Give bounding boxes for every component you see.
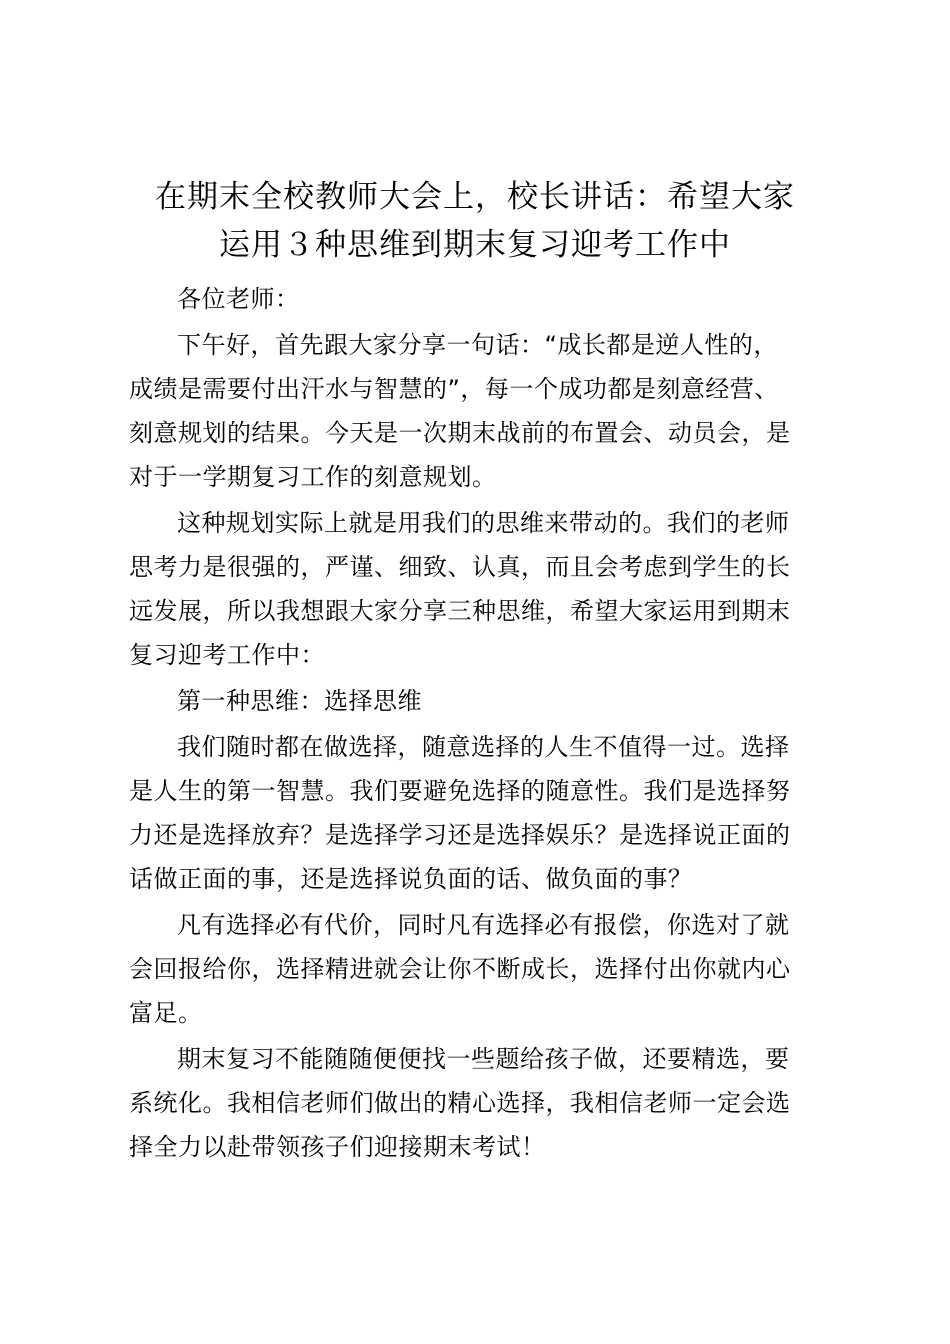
text-line: 是人生的第一智慧。我们要避免选择的随意性。我们是选择努 — [129, 777, 791, 805]
paragraph-planning — [129, 501, 831, 677]
text-line: 第一种思维：选择思维 — [177, 687, 422, 715]
text-line: 复习迎考工作中： — [129, 641, 325, 669]
paragraph-review — [129, 1037, 831, 1169]
title-line: 运用３种思维到期末复习迎考工作中 — [219, 227, 731, 263]
text-line: 凡有选择必有代价，同时凡有选择必有报偿，你选对了就 — [177, 911, 790, 939]
paragraph-opening — [129, 323, 831, 499]
text-line: 力还是选择放弃？是选择学习还是选择娱乐？是选择说正面的 — [129, 821, 791, 849]
text-line: 远发展，所以我想跟大家分享三种思维，希望大家运用到期末 — [129, 597, 791, 625]
text-line: 对于一学期复习工作的刻意规划。 — [129, 463, 497, 491]
text-line: 会回报给你，选择精进就会让你不断成长，选择付出你就内心 — [129, 955, 791, 983]
text-line: 期末复习不能随随便便找一些题给孩子做，还要精选，要 — [177, 1045, 790, 1073]
text-line: 各位老师： — [177, 285, 300, 313]
text-line: 富足。 — [129, 999, 203, 1027]
paragraph-greeting — [129, 277, 831, 321]
paragraph-cost — [129, 903, 831, 1035]
text-line: 这种规划实际上就是用我们的思维来带动的。我们的老师 — [177, 509, 790, 537]
text-line: 思考力是很强的，严谨、细致、认真，而且会考虑到学生的长 — [129, 553, 791, 581]
paragraph-heading-first-thinking — [129, 679, 831, 723]
text-line: 话做正面的事，还是选择说负面的话、做负面的事？ — [129, 865, 693, 893]
text-line: 成绩是需要付出汗水与智慧的”，每一个成功都是刻意经营、 — [129, 375, 779, 403]
document-body — [129, 277, 831, 1169]
text-line: 择全力以赴带领孩子们迎接期末考试！ — [129, 1133, 546, 1161]
text-line: 我们随时都在做选择，随意选择的人生不值得一过。选择 — [177, 733, 790, 761]
paragraph-choice — [129, 725, 831, 901]
title-line: 在期末全校教师大会上，校长讲话：希望大家 — [155, 179, 795, 215]
text-line: 下午好，首先跟大家分享一句话：“成长都是逆人性的， — [177, 331, 778, 359]
document-title — [110, 173, 840, 269]
text-line: 刻意规划的结果。今天是一次期末战前的布置会、动员会，是 — [129, 419, 791, 447]
text-line: 系统化。我相信老师们做出的精心选择，我相信老师一定会选 — [129, 1089, 791, 1117]
